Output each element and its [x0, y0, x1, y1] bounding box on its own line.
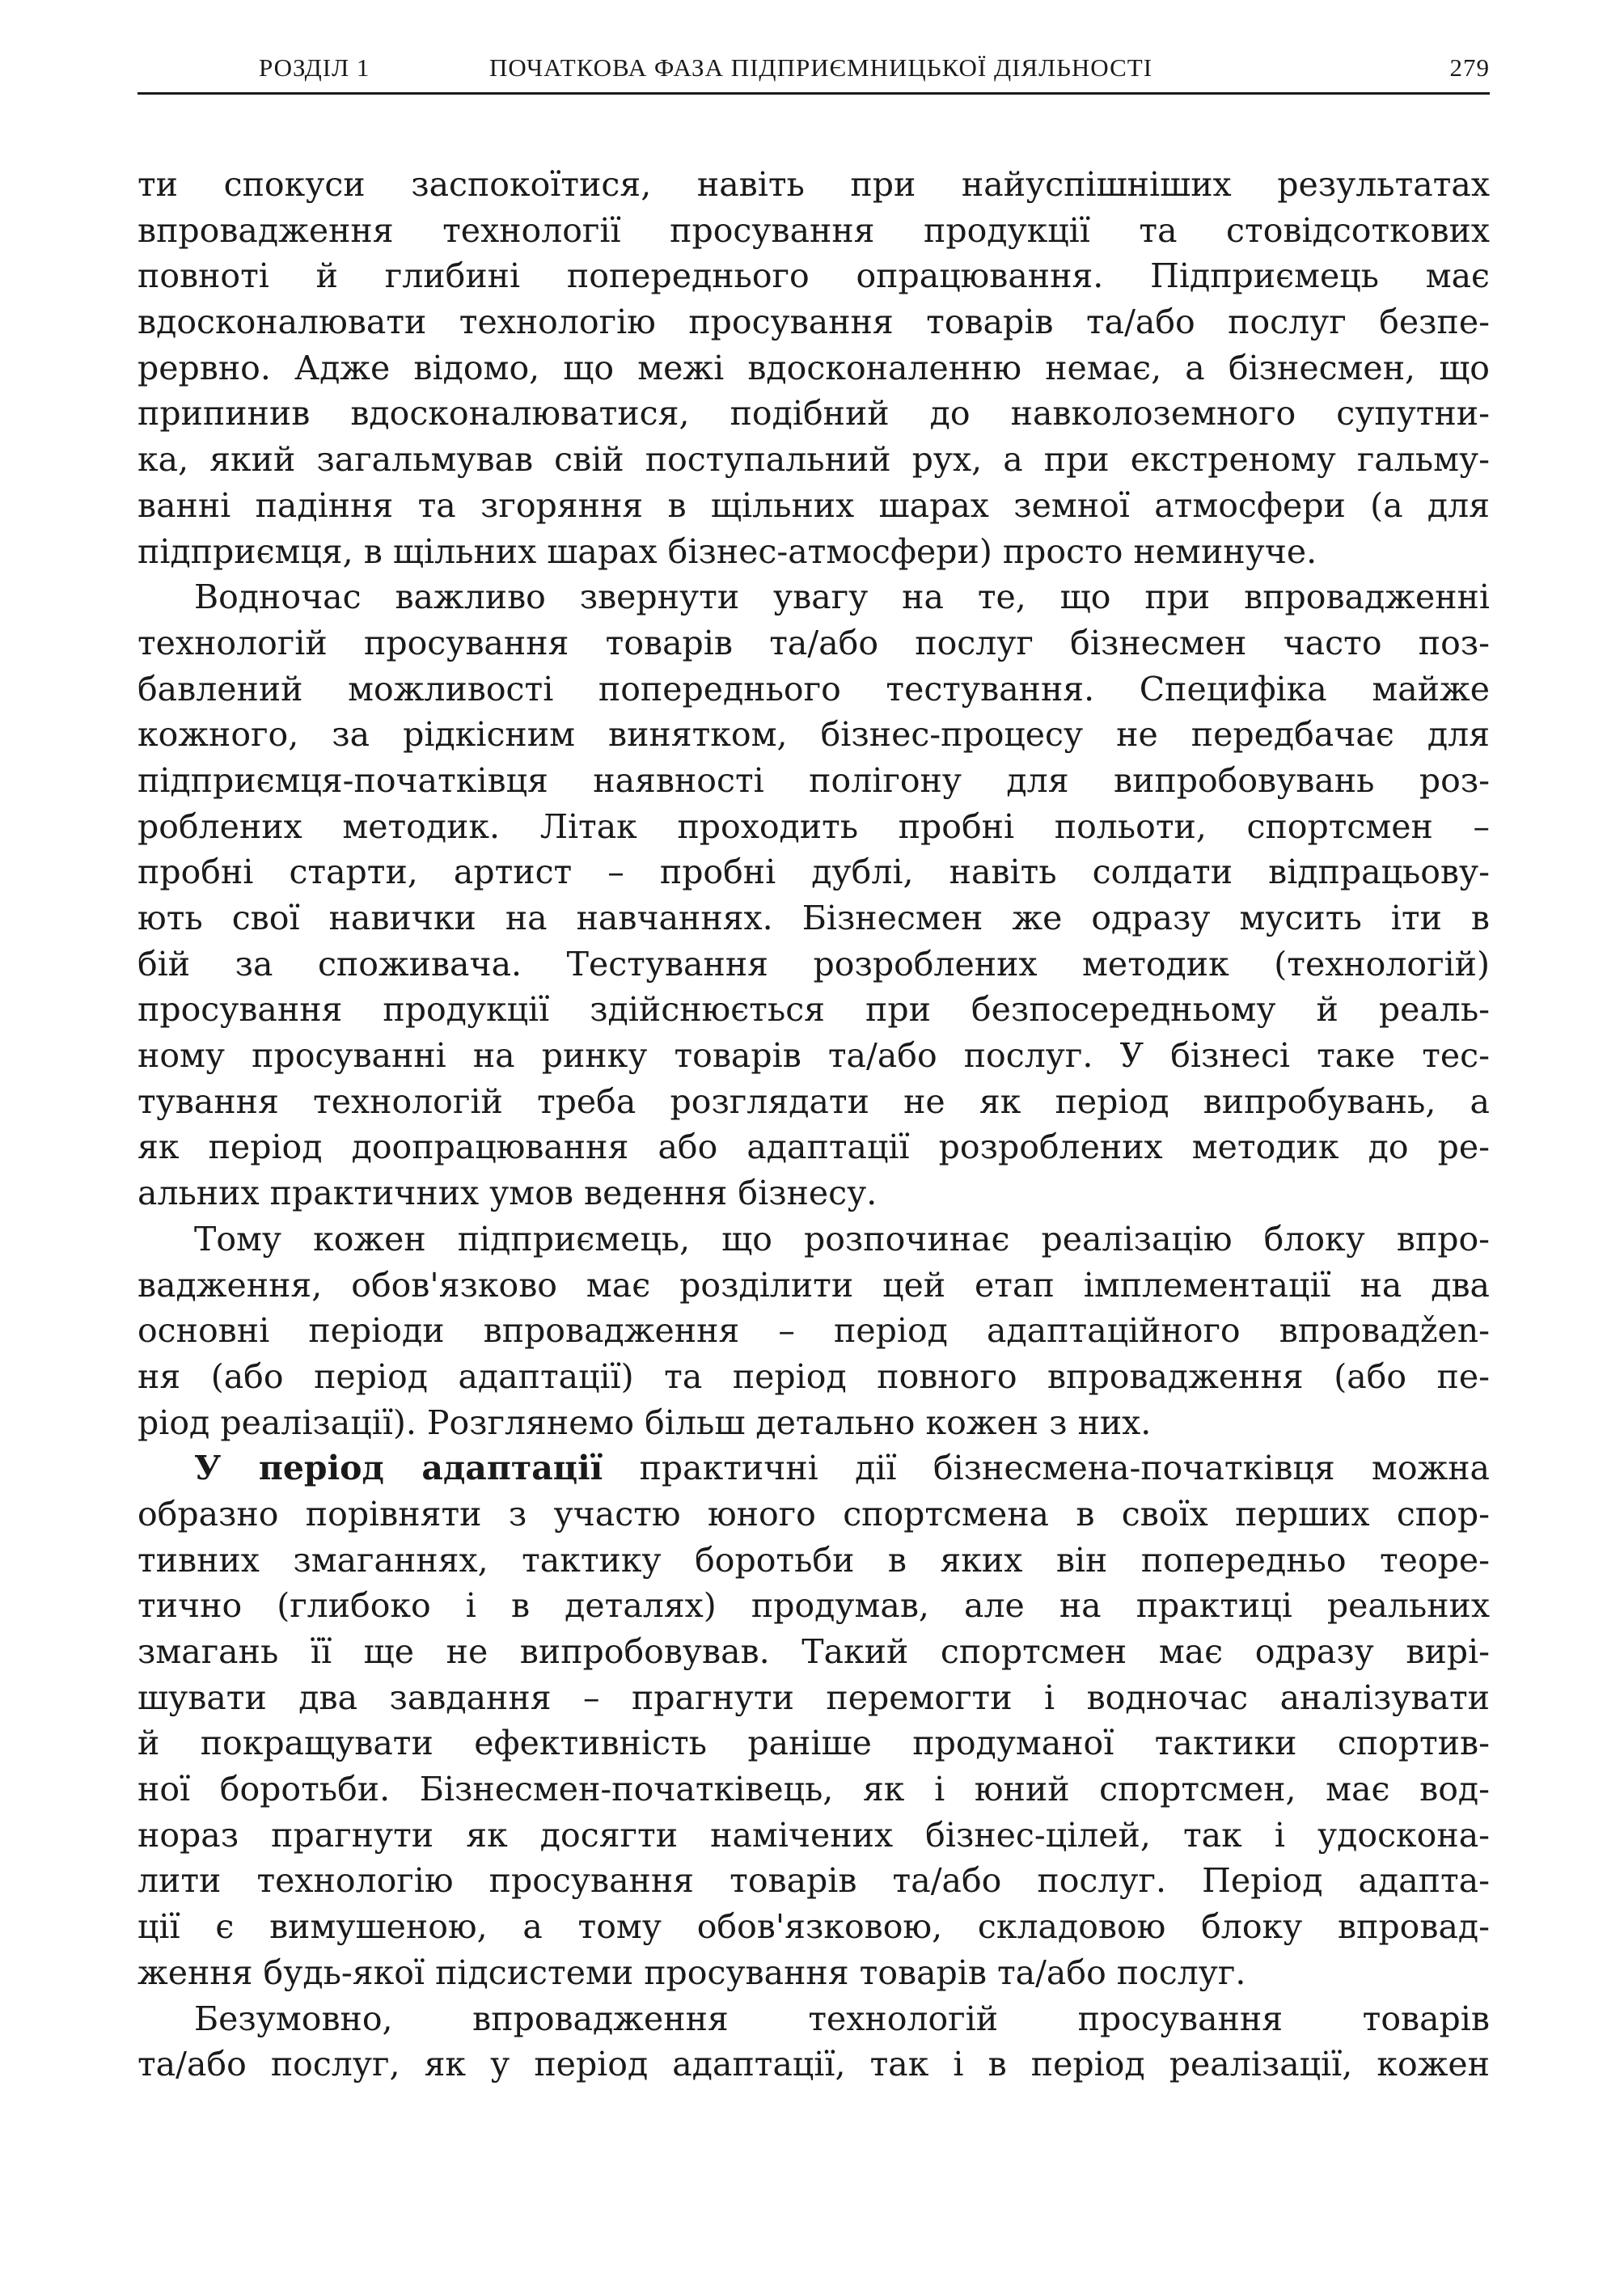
text-line: роблених методик. Літак проходить пробні польоти, спортсмен –: [137, 806, 1490, 846]
text-line: впровадження технології просування продукції та стовідсоткових: [137, 210, 1490, 250]
text-line: ня (або період адаптації) та період повного впровадження (або пе-: [137, 1356, 1490, 1396]
bold-lead: У період адаптації: [194, 1449, 603, 1488]
body-text: [137, 162, 1490, 2088]
text-line: ка, який загальмував свій поступальний рух, а при екстреному гальму-: [137, 440, 1490, 480]
text-line: альних практичних умов ведення бізнесу.: [137, 1174, 878, 1213]
text-line: лити технологію просування товарів та/або послуг. Період адапта-: [137, 1861, 1490, 1901]
text-line: основні періоди впровадження – період адаптаційного впровадžen-: [137, 1311, 1490, 1351]
text-line: рервно. Адже відомо, що межі вдосконаленню немає, а бізнесмен, що: [137, 348, 1490, 387]
text-line: ції є вимушеною, а тому обов'язковою, складовою блоку впровад-: [137, 1907, 1490, 1947]
text-line: тивних змаганнях, тактику боротьби в яких він попередньо теоре-: [137, 1540, 1490, 1580]
text-line: просування продукції здійснюється при безпосередньому й реаль-: [137, 990, 1490, 1030]
running-head: [137, 50, 1490, 95]
text-line: технологій просування товарів та/або послуг бізнесмен часто поз-: [137, 623, 1490, 662]
text-line: ріод реалізації). Розглянемо більш детально кожен з них.: [137, 1402, 1152, 1442]
text-line: Тому кожен підприємець, що розпочинає реалізацію блоку впро-: [194, 1219, 1490, 1259]
text-line: нораз прагнути як досягти намічених бізнес-цілей, так і удоскона-: [137, 1815, 1490, 1855]
text-line: повноті й глибині попереднього опрацювання. Підприємець має: [137, 256, 1490, 296]
text-line: ної боротьби. Бізнесмен-початківець, як і юний спортсмен, має вод-: [137, 1770, 1490, 1809]
text-line: ження будь-якої підсистеми просування товарів та/або послуг.: [137, 1952, 1246, 1992]
text-line: припинив вдосконалюватися, подібний до навколоземного супутни-: [137, 394, 1490, 434]
text-line: пробні старти, артист – пробні дублі, навіть солдати відпрацьову-: [137, 852, 1490, 892]
text-line: тування технологій треба розглядати не як період випробувань, а: [137, 1081, 1490, 1121]
text-line: ти спокуси заспокоїтися, навіть при найуспішніших результатах: [137, 165, 1490, 204]
text-line: й покращувати ефективність раніше продуманої тактики спортив-: [137, 1724, 1490, 1763]
running-head-section: РОЗДІЛ 1: [259, 53, 370, 82]
text-line: підприємця-початківця наявності полігону для випробовувань роз-: [137, 760, 1490, 800]
text-line: [137, 1445, 1490, 1491]
text-line: як період доопрацювання або адаптації розроблених методик до ре-: [137, 1127, 1490, 1167]
text-line: змагань її ще не випробовував. Такий спортсмен має одразу вирі-: [137, 1632, 1490, 1671]
text-line: ють свої навички на навчаннях. Бізнесмен же одразу мусить іти в: [137, 899, 1490, 937]
text-line: вадження, обов'язково має розділити цей етап імплементації на два: [137, 1265, 1490, 1305]
text-line: шувати два завдання – прагнути перемогти і водночас аналізувати: [137, 1677, 1490, 1717]
text-line-rest: практичні дії бізнесмена-початківця можна: [603, 1449, 1490, 1488]
page-number: 279: [1449, 53, 1490, 82]
text-line: та/або послуг, як у період адаптації, так і в період реалізації, кожен: [137, 2045, 1490, 2084]
text-line: тично (глибоко і в деталях) продумав, але на практиці реальних: [137, 1586, 1490, 1626]
text-line: ванні падіння та згоряння в щільних шарах земної атмосфери (а для: [137, 485, 1490, 525]
text-line: Безумовно, впровадження технологій просування товарів: [194, 1999, 1490, 2038]
text-line: кожного, за рідкісним винятком, бізнес-процесу не передбачає для: [137, 715, 1490, 755]
text-line: бій за споживача. Тестування розроблених методик (технологій): [137, 944, 1490, 984]
text-line: підприємця, в щільних шарах бізнес-атмосфери) просто неминуче.: [137, 531, 1317, 571]
text-line: образно порівняти з участю юного спортсмена в своїх перших спор-: [137, 1494, 1490, 1534]
text-line: вдосконалювати технологію просування товарів та/або послуг безпе-: [137, 302, 1490, 342]
running-head-title: ПОЧАТКОВА ФАЗА ПІДПРИЄМНИЦЬКОЇ ДІЯЛЬНОСТІ: [489, 53, 1153, 82]
text-line: бавлений можливості попереднього тестування. Специфіка майже: [137, 669, 1490, 709]
text-line: ному просуванні на ринку товарів та/або послуг. У бізнесі таке тес-: [137, 1036, 1490, 1076]
text-line: Водночас важливо звернути увагу на те, що при впровадженні: [194, 577, 1490, 617]
